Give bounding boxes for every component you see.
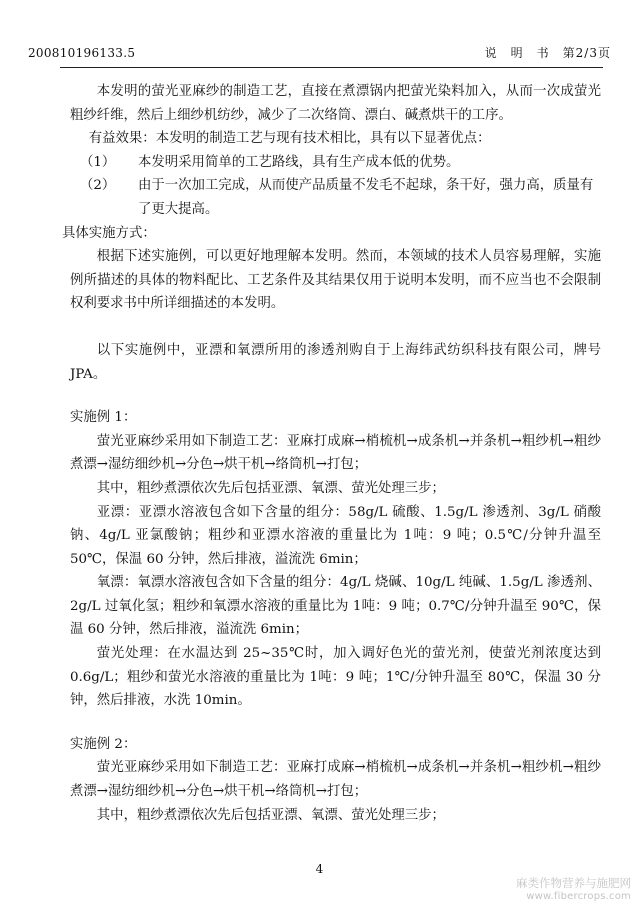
example-2-steps: 其中，粗纱煮漂依次先后包括亚漂、氧漂、萤光处理三步； [96, 807, 445, 823]
watermark-title: 麻类作物营养与施肥网 [516, 876, 631, 890]
header-rule [60, 67, 603, 68]
example-1-oxygen-bleach: 氧漂：氧漂水溶液包含如下含量的组分：4g/L 烧碱、10g/L 纯碱、1.5g/L 渗透剂、2g/L 过氧化氢；粗纱和氧漂水溶液的重量比为 1吨：9 吨；0.7℃/分钟升温至 90℃，保温 60 分钟，然后排液，溢流洗 6min； [70, 575, 601, 638]
section-heading-embodiment: 具体实施方式： [62, 225, 156, 241]
benefit-item-2 [70, 174, 601, 221]
example-1-steps: 其中，粗纱煮漂依次先后包括亚漂、氧漂、萤光处理三步； [96, 480, 445, 496]
site-watermark [516, 876, 631, 904]
benefit-text: 本发明采用简单的工艺路线，具有生产成本低的优势。 [138, 154, 460, 170]
benefit-number: （2） [80, 178, 116, 194]
paragraph-penetrant-source: 以下实施例中，亚漂和氧漂所用的渗透剂购自于上海纬武纺织科技有限公司，牌号JPA。 [70, 342, 601, 382]
example-2-title: 实施例 2： [70, 736, 137, 752]
section-label: 说 明 书 第2/3页 [484, 46, 611, 60]
example-1-process: 萤光亚麻纱采用如下制造工艺：亚麻打成麻→梢梳机→成条机→并条机→粗纱机→粗纱煮漂→湿纺细纱机→分色→烘干机→络筒机→打包； [70, 433, 601, 473]
example-2-process: 萤光亚麻纱采用如下制造工艺：亚麻打成麻→梢梳机→成条机→并条机→粗纱机→粗纱煮漂→湿纺细纱机→分色→烘干机→络筒机→打包； [70, 760, 601, 800]
benefit-text: 由于一次加工完成，从而使产品质量不发毛不起球，条干好，强力高，质量有了更大提高。 [138, 178, 594, 217]
paragraph-invention: 本发明的萤光亚麻纱的制造工艺，直接在煮漂锅内把萤光染料加入，从而一次成萤光粗纱纤维，然后上细纱机纺纱，减少了二次络筒、漂白、碱煮烘干的工序。 [70, 84, 601, 123]
paragraph-benefits-intro: 有益效果：本发明的制造工艺与现有技术相比，具有以下显著优点： [88, 131, 491, 147]
page-header [28, 44, 611, 61]
watermark-url: www.fibercrops.com [526, 891, 631, 902]
example-1-chlorite-bleach: 亚漂：亚漂水溶液包含如下含量的组分：58g/L 硫酸、1.5g/L 渗透剂、3g/L 硝酸钠、4g/L 亚氯酸钠；粗纱和亚漂水溶液的重量比为 1吨：9 吨；0.5℃/分钟升温至 50℃，保温 60 分钟，然后排液，溢流洗 6min； [70, 504, 601, 567]
paragraph-understanding: 根据下述实施例，可以更好地理解本发明。然而，本领域的技术人员容易理解，实施例所描述的具体的物料配比、工艺条件及其结果仅用于说明本发明，而不应当也不会限制权利要求书中所详细描述的本发明。 [70, 249, 601, 312]
benefit-number: （1） [80, 154, 116, 170]
benefit-item-1 [70, 151, 601, 175]
example-1-fluorescent-treatment: 萤光处理：在水温达到 25~35℃时，加入调好色光的萤光剂，使萤光剂浓度达到0.6g/L；粗纱和萤光水溶液的重量比为 1吨：9 吨；1℃/分钟升温至 80℃，保温 30 分钟，然后排液，水洗 10min。 [70, 646, 601, 709]
document-body [62, 80, 601, 827]
page-number: 4 [315, 862, 324, 876]
example-1-title: 实施例 1： [70, 410, 137, 426]
document-number: 200810196133.5 [28, 46, 136, 60]
